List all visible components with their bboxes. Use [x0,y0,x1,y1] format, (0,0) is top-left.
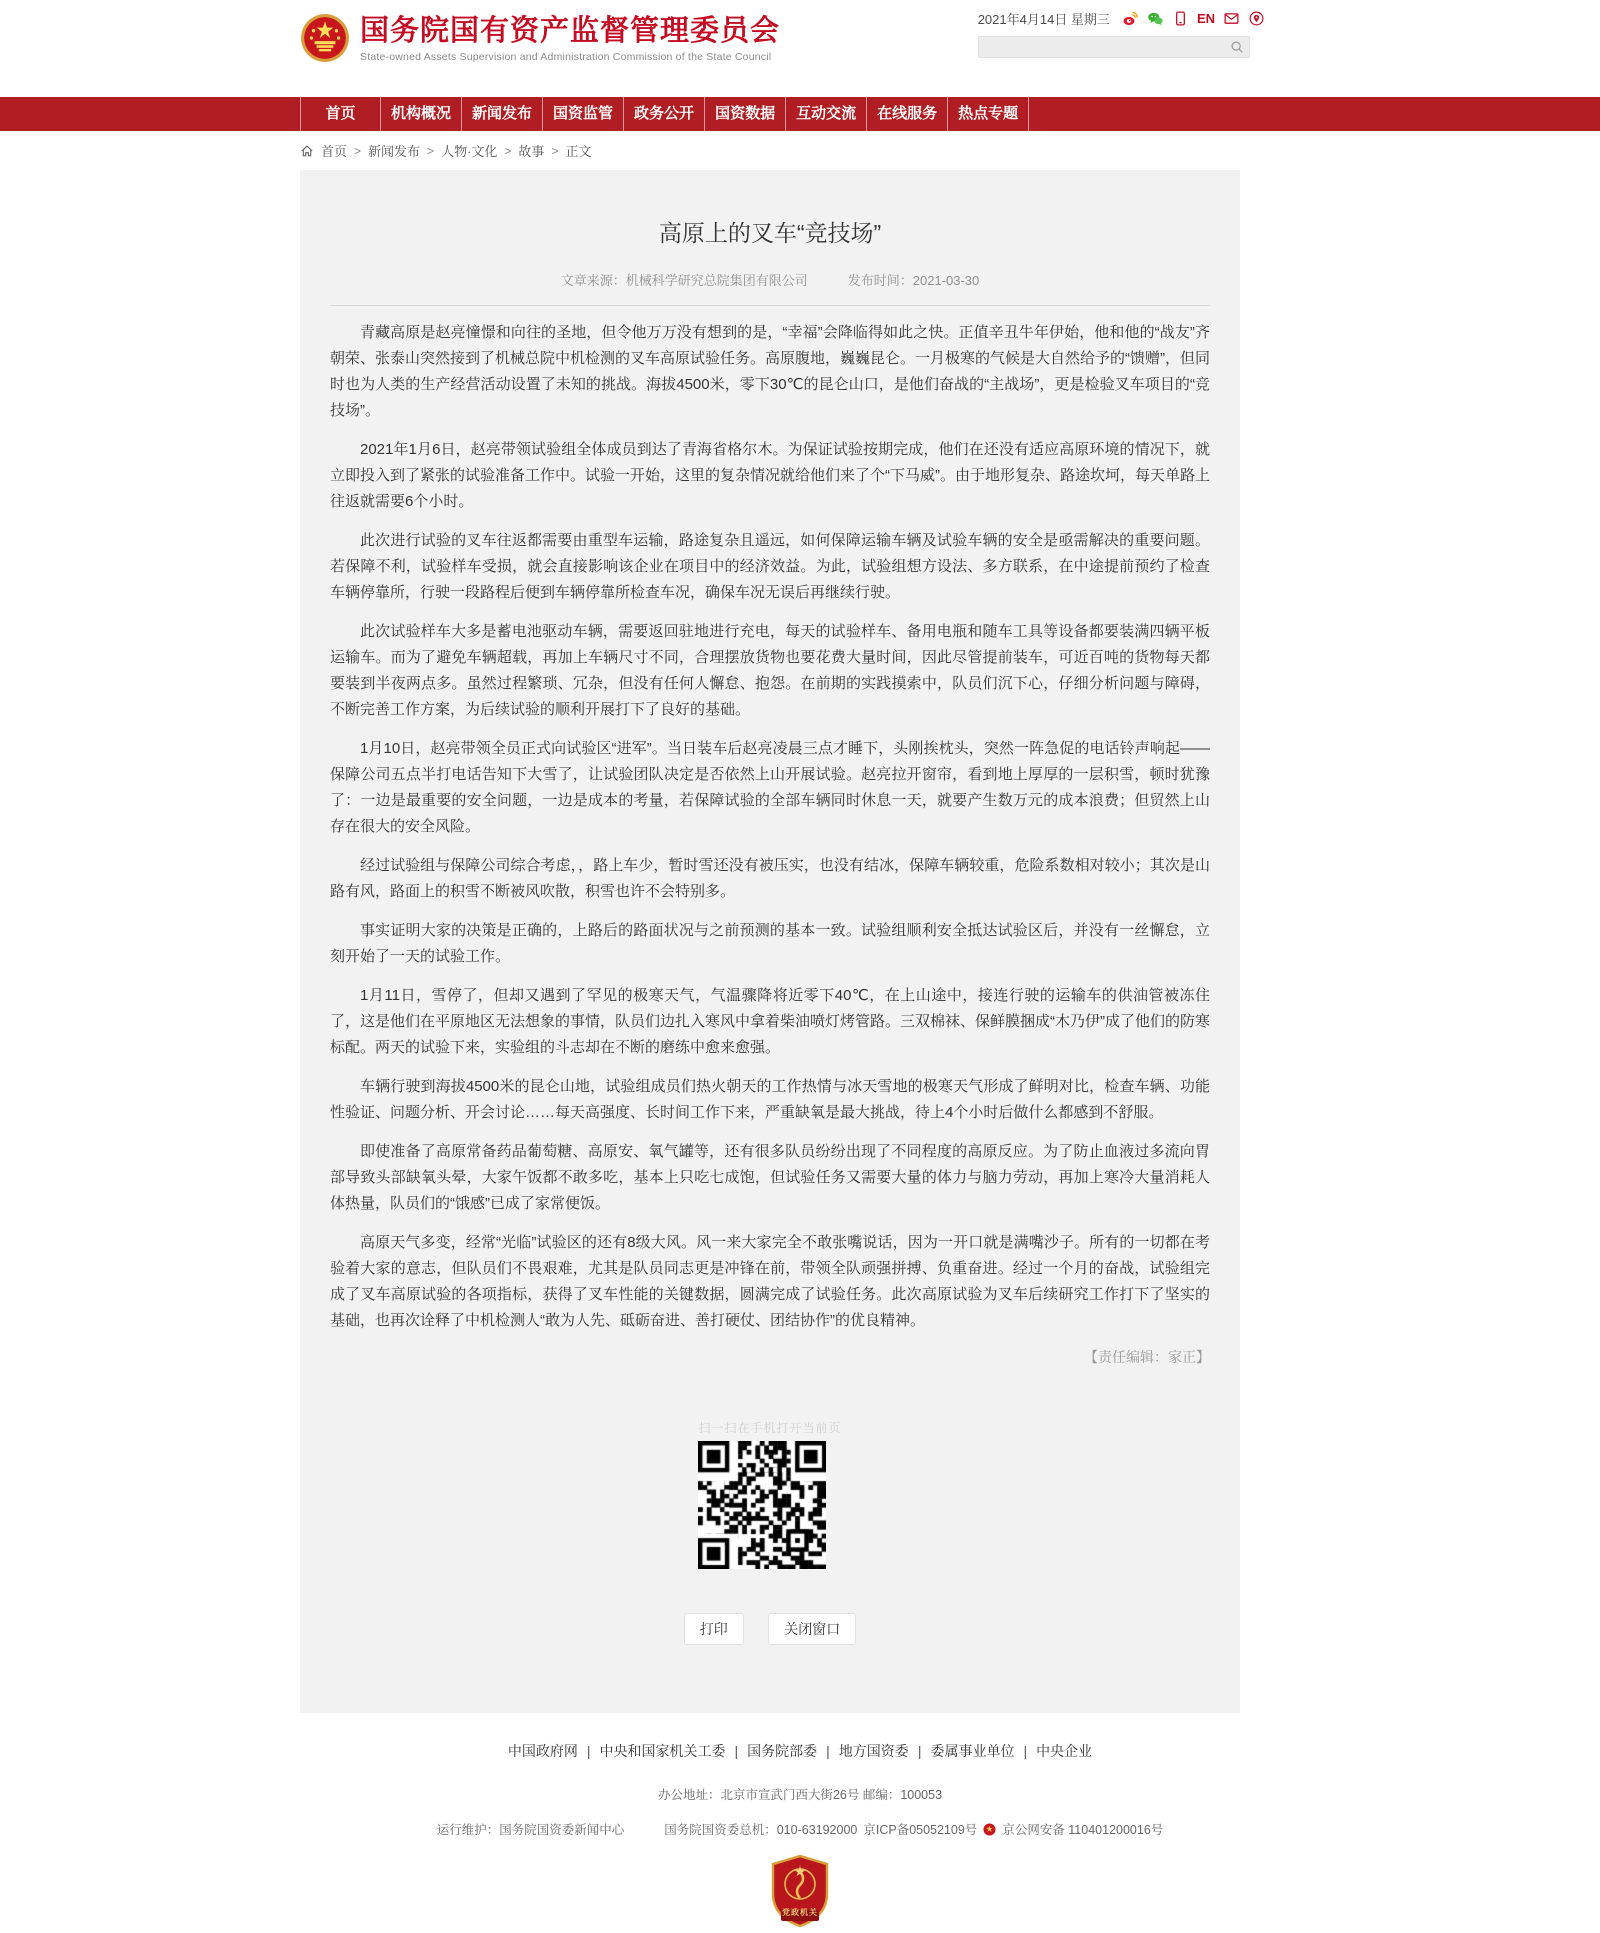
article-paragraph: 1月11日，雪停了，但却又遇到了罕见的极寒天气，气温骤降将近零下40℃，在上山途中，接连行驶的运输车的供油管被冻住了，这是他们在平原地区无法想象的事情，队员们边扎入寒风中拿着柴油喷灯烤管路。三双棉袜、保鲜膜捆成“木乃伊”成了他们的防寒标配。两天的试验下来，实验组的斗志却在不断的磨练中愈来愈强。 [330,987,1210,1056]
police-badge-icon [983,1823,996,1836]
mail-icon[interactable] [1223,10,1240,27]
footer-separator: | [1023,1743,1028,1759]
breadcrumb-separator: > [551,143,559,158]
brand-home-link[interactable] [300,13,780,63]
site-subtitle: State-owned Assets Supervision and Administration Commission of the State Council [360,50,772,63]
breadcrumb-separator: > [504,143,512,158]
header-utilities [978,8,1265,58]
party-gov-emblem-label: 党政机关 [782,1908,818,1917]
publish-time-value: 2021-03-30 [912,273,980,288]
nav-item-gov-affairs[interactable]: 政务公开 [624,97,705,131]
article-title: 高原上的叉车“竞技场” [658,220,882,246]
source-value: 机械科学研究总院集团有限公司 [625,273,808,288]
footer-maintenance: 运行维护：国务院国资委新闻中心 [436,1823,625,1837]
search-icon[interactable] [1225,37,1249,57]
breadcrumb [300,131,1600,170]
footer-link-local-sasac[interactable]: 地方国资委 [838,1743,909,1759]
article-paragraph: 车辆行驶到海拔4500米的昆仑山地，试验组成员们热火朝天的工作热情与冰天雪地的极寒天气形成了鲜明对比，检查车辆、功能性验证、问题分析、开会讨论……每天高强度、长时间工作下来，严重缺氧是最大挑战，待上4个小时后做什么都感到不舒服。 [330,1078,1210,1121]
footer-link-central-enterprises[interactable]: 中央企业 [1036,1743,1093,1759]
footer-icp[interactable]: 京ICP备05052109号 [863,1823,978,1837]
article-meta [300,270,1240,289]
article-paragraph: 1月10日，赵亮带领全员正式向试验区“进军”。当日装车后赵亮凌晨三点才睡下，头刚挨枕头，突然一阵急促的电话铃声响起——保障公司五点半打电话告知下大雪了，让试验团队决定是否依然上山开展试验。赵亮拉开窗帘，看到地上厚厚的一层积雪，顿时犹豫了：一边是最重要的安全问题，一边是成本的考量，若保障试验的全部车辆同时休息一天，就要产生数万元的成本浪费；但贸然上山存在很大的安全风险。 [330,740,1210,835]
nav-item-data[interactable]: 国资数据 [705,97,786,131]
breadcrumb-current: 正文 [565,144,592,159]
nav-item-interaction[interactable]: 互动交流 [786,97,867,131]
footer-links [0,1741,1600,1761]
footer-link-gov[interactable]: 中国政府网 [507,1743,578,1759]
article-paragraph: 事实证明大家的决策是正确的，上路后的路面状况与之前预测的基本一致。试验组顺利安全抵达试验区后，并没有一丝懈怠，立刻开始了一天的试验工作。 [330,922,1210,965]
article-paragraph: 即使准备了高原常备药品葡萄糖、高原安、氧气罐等，还有很多队员纷纷出现了不同程度的高原反应。为了防止血液过多流向胃部导致头部缺氧头晕，大家午饭都不敢多吃，基本上只吃七成饱，但试验任务又需要大量的体力与脑力劳动，再加上寒冷大量消耗人体热量，队员们的“饿感”已成了家常便饭。 [330,1143,1210,1212]
site-footer [0,1713,1600,1933]
footer-separator: | [917,1743,922,1759]
responsible-editor: 【责任编辑：家正】 [1084,1349,1210,1365]
main-nav [0,97,1600,131]
footer-hotline: 国务院国资委总机：010-63192000 [664,1823,858,1837]
footer-separator: | [586,1743,591,1759]
footer-link-institutions[interactable]: 委属事业单位 [930,1743,1015,1759]
nav-item-services[interactable]: 在线服务 [867,97,948,131]
home-icon[interactable] [300,144,314,158]
source-label: 文章来源： [560,273,626,288]
article-container [300,170,1240,1713]
nav-item-topics[interactable]: 热点专题 [948,97,1029,131]
location-icon[interactable] [1248,10,1265,27]
nav-item-supervision[interactable]: 国资监管 [543,97,624,131]
breadcrumb-people-culture[interactable]: 人物·文化 [441,144,498,159]
article-paragraph: 2021年1月6日，赵亮带领试验组全体成员到达了青海省格尔木。为保证试验按期完成，他们在还没有适应高原环境的情况下，就立即投入到了紧张的试验准备工作中。试验一开始，这里的复杂情况就给他们来了个“下马威”。由于地形复杂、路途坎坷，每天单路上往返就需要6个小时。 [330,441,1210,510]
footer-security-record[interactable]: 京公网安备 110401200016号 [1002,1823,1164,1837]
article-paragraph: 此次进行试验的叉车往返都需要由重型车运输，路途复杂且遥远，如何保障运输车辆及试验车辆的安全是亟需解决的重要问题。若保障不利，试验样车受损，就会直接影响该企业在项目中的经济效益。为此，试验组想方设法、多方联系，在中途提前预约了检查车辆停靠所，行驶一段路程后便到车辆停靠所检查车况，确保车况无误后再继续行驶。 [330,532,1210,601]
breadcrumb-separator: > [354,143,362,158]
footer-link-central-organs[interactable]: 中央和国家机关工委 [599,1743,726,1759]
nav-item-home[interactable]: 首页 [300,97,381,131]
article-paragraph: 高原天气多变，经常“光临”试验区的还有8级大风。风一来大家完全不敢张嘴说话，因为一开口就是满嘴沙子。所有的一切都在考验着大家的意志，但队员们不畏艰难，尤其是队员同志更是冲锋在前，带领全队顽强拼搏、负重奋进。经过一个月的奋战，试验组完成了叉车高原试验的各项指标，获得了叉车性能的关键数据，圆满完成了试验任务。此次高原试验为叉车后续研究工作打下了坚实的基础，也再次诠释了中机检测人“敢为人先、砥砺奋进、善打硬仗、团结协作”的优良精神。 [330,1234,1210,1329]
publish-time-label: 发布时间： [847,273,913,288]
site-title: 国务院国有资产监督管理委员会 [360,14,781,47]
footer-legal [0,1820,1600,1838]
search-input[interactable] [979,37,1225,57]
language-en-link[interactable]: EN [1196,10,1215,26]
nav-item-about[interactable]: 机构概况 [381,97,462,131]
national-emblem-logo [300,13,350,63]
article-paragraph: 青藏高原是赵亮憧憬和向往的圣地，但令他万万没有想到的是，“幸福”会降临得如此之快。正值辛丑牛年伊始，他和他的“战友”齐朝荣、张泰山突然接到了机械总院中机检测的叉车高原试验任务。高原腹地，巍巍昆仑。一月极寒的气候是大自然给予的“馈赠”，但同时也为人类的生产经营活动设置了未知的挑战。海拔4500米，零下30℃的昆仑山口，是他们奋战的“主战场”，更是检验叉车项目的“竞技场”。 [330,324,1210,419]
article-body [300,306,1240,1334]
search-box [978,36,1250,58]
qr-caption: 扫一扫在手机打开当前页 [698,1421,842,1435]
current-date: 2021年4月14日 星期三 [977,11,1110,27]
brand-text [360,14,780,63]
breadcrumb-separator: > [427,143,435,158]
breadcrumb-story[interactable]: 故事 [518,144,545,159]
article-actions [300,1613,1240,1645]
breadcrumb-news[interactable]: 新闻发布 [368,144,421,159]
site-header [0,0,1600,97]
print-button[interactable]: 打印 [684,1613,744,1645]
wechat-icon[interactable] [1147,10,1164,27]
close-window-button[interactable]: 关闭窗口 [768,1613,856,1645]
article-paragraph: 经过试验组与保障公司综合考虑，，路上车少，暂时雪还没有被压实，也没有结冰，保障车辆较重，危险系数相对较小；其次是山路有风，路面上的积雪不断被风吹散，积雪也许不会特别多。 [330,857,1210,900]
qr-section [300,1419,1240,1569]
article-paragraph: 此次试验样车大多是蓄电池驱动车辆，需要返回驻地进行充电，每天的试验样车、备用电瓶和随车工具等设备都要装满四辆平板运输车。而为了避免车辆超载，再加上车辆尺寸不同，合理摆放货物也要花费大量时间，因此尽管提前装车，可近百吨的货物每天都要装到半夜两点多。虽然过程繁琐、冗杂，但没有任何人懈怠、抱怨。在前期的实践摸索中，队员们沉下心，仔细分析问题与障碍，不断完善工作方案，为后续试验的顺利开展打下了良好的基础。 [330,623,1210,718]
footer-address: 办公地址：北京市宣武门西大街26号 邮编：100053 [657,1788,943,1802]
footer-separator: | [734,1743,739,1759]
qr-code [698,1441,826,1569]
party-gov-emblem [767,1854,833,1928]
mobile-icon[interactable] [1172,10,1189,27]
footer-link-ministries[interactable]: 国务院部委 [747,1743,818,1759]
weibo-icon[interactable] [1122,10,1139,27]
breadcrumb-home[interactable]: 首页 [321,144,348,159]
footer-separator: | [826,1743,830,1759]
nav-item-news[interactable]: 新闻发布 [462,97,543,131]
